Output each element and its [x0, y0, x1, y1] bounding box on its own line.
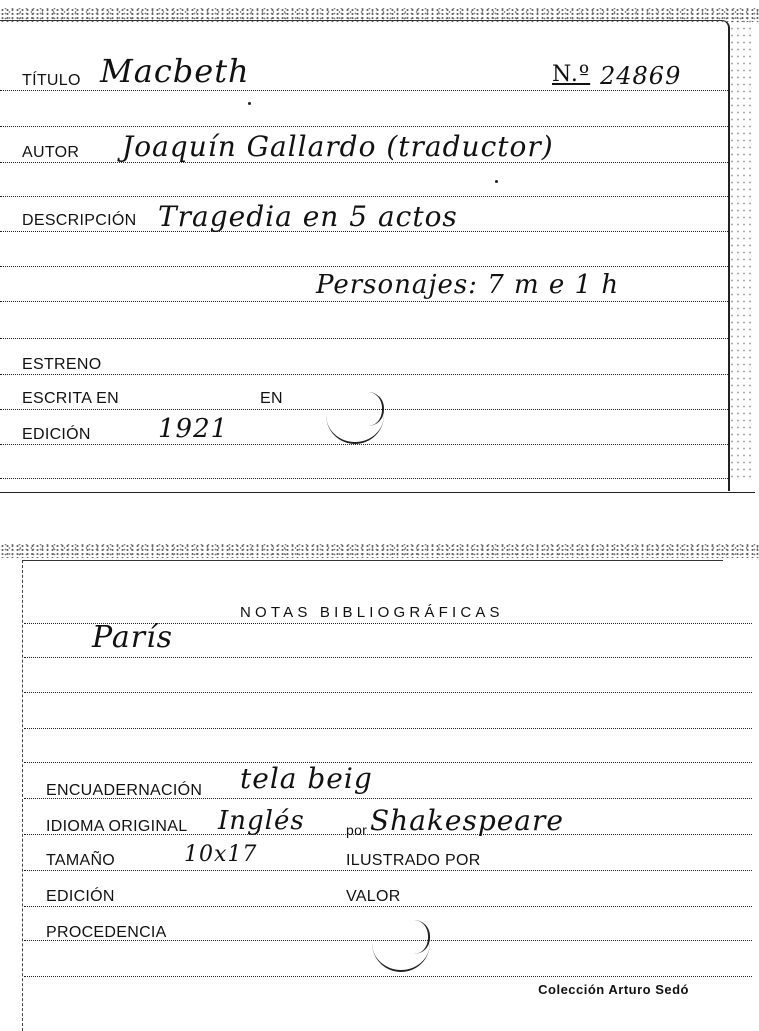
card-edge-texture: [729, 18, 755, 478]
ilustrado-label: ILUSTRADO POR: [346, 852, 481, 869]
catalog-card-front: [0, 0, 759, 495]
numero-label: N.º: [552, 62, 591, 87]
tamano-label: TAMAÑO: [46, 852, 116, 869]
edicion-label: EDICIÓN: [22, 426, 91, 443]
rule-line: [0, 266, 728, 267]
autor-value: Joaquín Gallardo (traductor): [122, 130, 554, 163]
rule-line: [0, 478, 728, 479]
ink-dot: [495, 180, 498, 183]
por-value: Shakespeare: [370, 804, 564, 837]
edicion-back-label: EDICIÓN: [46, 888, 115, 905]
idioma-label: IDIOMA ORIGINAL: [46, 818, 188, 835]
rule-line: [0, 301, 728, 302]
valor-label: VALOR: [346, 888, 401, 905]
rule-line: [0, 90, 728, 91]
rule-line: [24, 728, 752, 729]
idioma-value: Inglés: [218, 806, 305, 836]
encuadernacion-value: tela beig: [240, 762, 373, 795]
rule-line: [24, 762, 752, 763]
autor-label: AUTOR: [22, 144, 80, 161]
rule-line: [24, 976, 752, 977]
rule-line: [24, 870, 752, 871]
rule-line: [0, 444, 728, 445]
rule-line: [24, 906, 752, 907]
rule-line: [0, 374, 728, 375]
por-label: por: [346, 822, 368, 838]
descripcion-value: Tragedia en 5 actos: [158, 200, 458, 233]
card-separator: [0, 492, 755, 493]
titulo-value: Macbeth: [100, 52, 250, 90]
edicion-value: 1921: [158, 414, 229, 444]
procedencia-label: PROCEDENCIA: [46, 924, 167, 941]
encuadernacion-label: ENCUADERNACIÓN: [46, 782, 203, 799]
personajes-value: Personajes: 7 m e 1 h: [316, 270, 620, 300]
notas-heading: NOTAS BIBLIOGRÁFICAS: [240, 604, 504, 621]
estreno-label: ESTRENO: [22, 356, 102, 373]
rule-line: [24, 692, 752, 693]
ink-dot: [248, 102, 251, 105]
numero-value: 24869: [600, 62, 682, 90]
tamano-value: 10x17: [184, 842, 258, 867]
collection-credit: Colección Arturo Sedó: [538, 982, 689, 997]
en-label: EN: [260, 390, 283, 407]
escrita-en-label: ESCRITA EN: [22, 390, 119, 407]
titulo-label: TÍTULO: [22, 72, 81, 89]
rule-line: [0, 338, 728, 339]
rule-line: [0, 196, 728, 197]
rule-line: [0, 126, 728, 127]
rule-line: [24, 657, 752, 658]
notes-value: París: [92, 620, 174, 655]
card-edge-speckle: [0, 544, 759, 558]
descripcion-label: DESCRIPCIÓN: [22, 212, 137, 229]
